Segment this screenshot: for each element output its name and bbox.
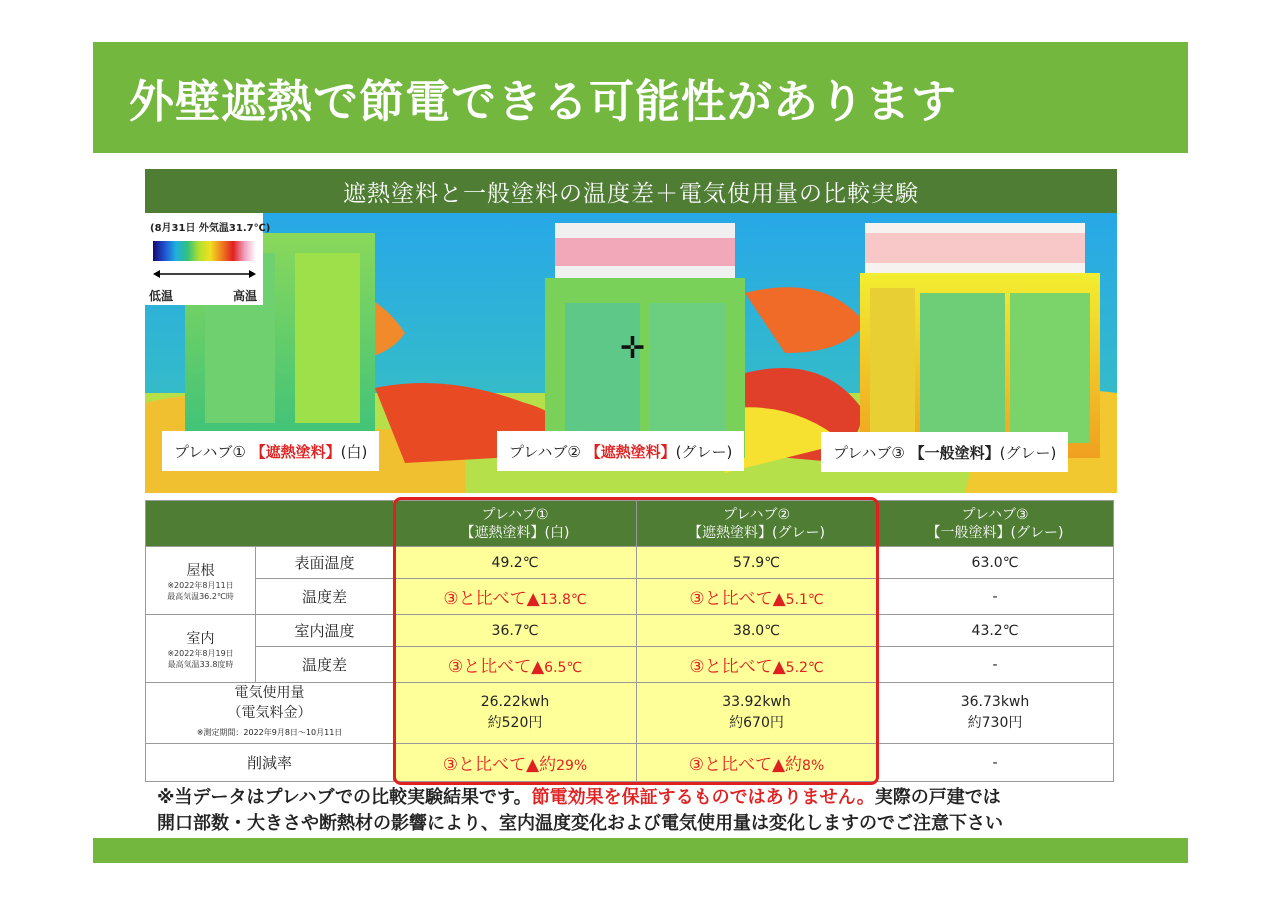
title-bar [93,42,1188,153]
footnote-part1: ※当データはプレハブでの比較実験結果です。 [157,787,532,808]
header-empty-cell [146,501,394,547]
reduction-1-prefix: ③と比べて▲約 [442,755,557,775]
electricity-3 [877,683,1114,744]
header-3-line2: 【一般塗料】(グレー) [926,524,1064,541]
legend-date: (8月31日 外気温31.7℃) [150,223,271,234]
header-1-line2: 【遮熱塗料】(白) [460,524,570,541]
reduction-2 [637,744,877,782]
table-row [146,547,1114,579]
roof-diff-3: - [877,579,1114,615]
indoor-diff-1-value: 6.5℃ [544,660,583,676]
building-1-color: (白) [340,442,368,461]
building-3-name: プレハブ③ [833,443,905,462]
roof-diff-label: 温度差 [256,579,394,615]
electricity-2-kwh: 33.92kwh [722,694,791,710]
indoor-diff-label: 温度差 [256,647,394,683]
roof-diff-2-prefix: ③と比べて▲ [689,589,786,609]
header-2-line1: プレハブ② [722,506,790,523]
reduction-2-value: 8% [802,758,825,774]
roof-diff-2 [637,579,877,615]
roof-surface-1: 49.2℃ [394,547,637,579]
indoor-note-date: ※2022年8月19日 [167,648,234,658]
roof-diff-2-value: 5.1℃ [785,592,824,608]
roof-surface-2: 57.9℃ [637,547,877,579]
reduction-1 [394,744,637,782]
electricity-2-yen: 約670円 [729,715,784,731]
indoor-diff-2-value: 5.2℃ [785,660,824,676]
electricity-note: ※測定期間：2022年9月8日～10月11日 [196,728,343,737]
bottom-band [93,838,1188,863]
indoor-category-cell [146,615,256,683]
reduction-3: - [877,744,1114,782]
building-2-name: プレハブ② [509,442,581,461]
temperature-legend [145,213,271,305]
roof-note-date: ※2022年8月11日 [167,580,234,590]
header-1-line1: プレハブ① [481,506,549,523]
building-2-color: (グレー) [675,442,733,461]
indoor-note-temp: 最高気温33.8度時 [167,659,234,669]
building-3-paint: 【一般塗料】 [909,443,1000,462]
color-scale-bar [153,241,256,261]
header-building-1 [394,501,637,547]
table-row [146,579,1114,615]
roof-label: 屋根 [186,562,215,579]
double-arrow-icon [153,269,256,279]
reduction-label: 削減率 [146,744,394,782]
building-2-label [497,431,744,471]
legend-low: 低温 [149,289,174,303]
footnote-warning: 節電効果を保証するものではありません。 [531,787,875,808]
table-header-row [146,501,1114,547]
roof-surface-3: 63.0℃ [877,547,1114,579]
experiment-title: 遮熱塗料と一般塗料の温度差＋電気使用量の比較実験 [145,169,1117,213]
roof-note-temp: 最高気温36.2℃時 [167,591,234,601]
building-2-paint: 【遮熱塗料】 [585,442,676,461]
footnote-part2: 実際の戸建では [874,787,1001,808]
footnote-line1 [157,785,1157,811]
building-1-label [162,431,379,471]
table-row [146,647,1114,683]
indoor-temp-2: 38.0℃ [637,615,877,647]
building-3-color: (グレー) [999,443,1057,462]
electricity-3-kwh: 36.73kwh [960,694,1030,710]
table-row [146,615,1114,647]
roof-diff-1-prefix: ③と比べて▲ [443,589,540,609]
legend-high: 高温 [232,289,257,303]
header-building-2 [637,501,877,547]
electricity-1 [394,683,637,744]
footnote [157,785,1157,837]
header-building-3 [877,501,1114,547]
indoor-diff-1 [394,647,637,683]
electricity-fee-label: （電気料金） [227,705,312,721]
table-row [146,744,1114,782]
indoor-temp-3: 43.2℃ [877,615,1114,647]
roof-diff-1-value: 13.8℃ [539,592,587,608]
roof-surface-label: 表面温度 [256,547,394,579]
roof-category-cell [146,547,256,615]
building-3-label [821,432,1068,472]
indoor-diff-3: - [877,647,1114,683]
page-title: 外壁遮熱で節電できる可能性があります [129,75,958,128]
roof-diff-1 [394,579,637,615]
indoor-label: 室内 [186,630,215,647]
indoor-diff-2-prefix: ③と比べて▲ [689,657,786,677]
table-row [146,683,1114,744]
electricity-3-yen: 約730円 [967,715,1023,731]
thermal-image [145,213,1117,493]
indoor-temp-label: 室内温度 [256,615,394,647]
footnote-line2: 開口部数・大きさや断熱材の影響により、室内温度変化および電気使用量は変化しますのでご注意下さい [157,813,1003,834]
electricity-1-kwh: 26.22kwh [480,694,550,710]
building-1-name: プレハブ① [174,442,246,461]
building-1-paint: 【遮熱塗料】 [250,442,341,461]
indoor-diff-1-prefix: ③と比べて▲ [447,657,545,677]
electricity-2 [637,683,877,744]
electricity-1-yen: 約520円 [487,715,543,731]
header-2-line2: 【遮熱塗料】(グレー) [688,524,825,541]
indoor-temp-1: 36.7℃ [394,615,637,647]
indoor-diff-2 [637,647,877,683]
crosshair-icon: ✛ [620,331,646,366]
comparison-table [145,500,1114,782]
header-3-line1: プレハブ③ [961,506,1029,523]
electricity-label: 電気使用量 [234,685,305,701]
reduction-2-prefix: ③と比べて▲約 [688,755,803,775]
electricity-category-cell [146,683,394,744]
reduction-1-value: 29% [556,758,588,774]
